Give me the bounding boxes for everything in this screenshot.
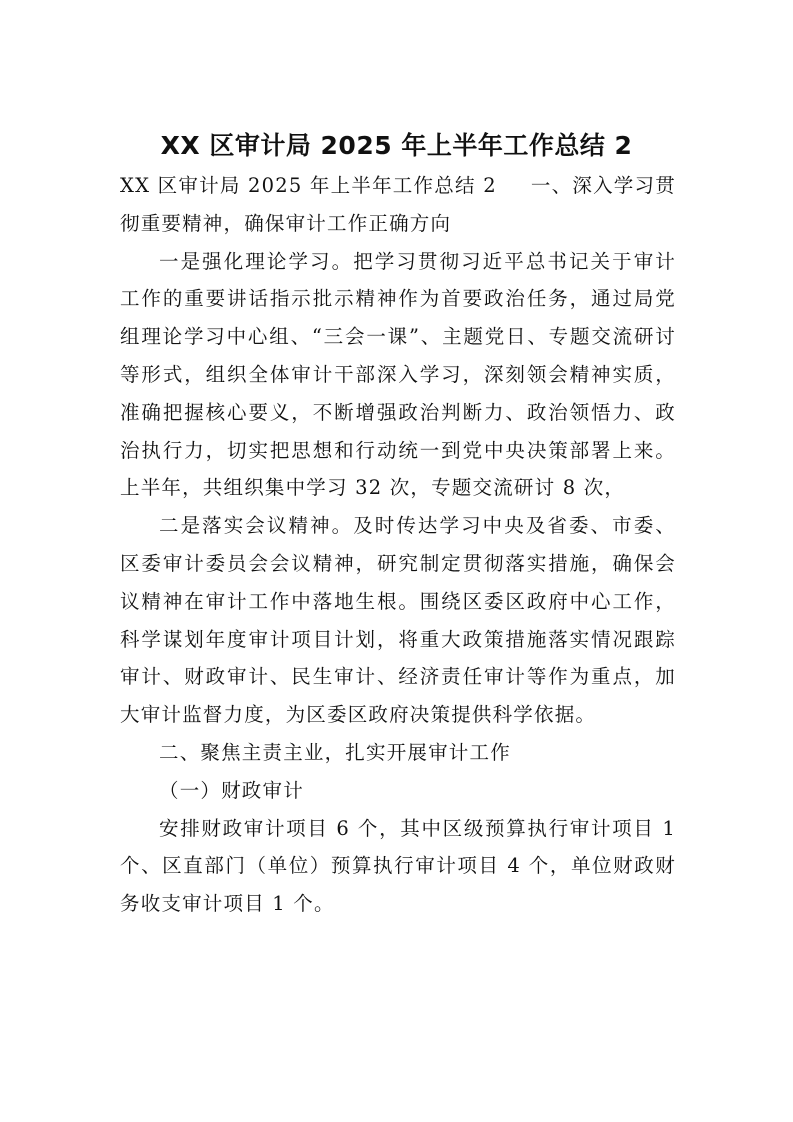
intro-title-text: XX 区审计局 2025 年上半年工作总结 2: [120, 174, 497, 197]
document-body: [120, 167, 676, 923]
paragraph-theory-study: 一是强化理论学习。把学习贯彻习近平总书记关于审计工作的重要讲话指示批示精神作为首要政治任务，通过局党组理论学习中心组、“三会一课”、主题党日、专题交流研讨等形式，组织全体审计干部深入学习，深刻领会精神实质，准确把握核心要义，不断增强政治判断力、政治领悟力、政治执行力，切实把思想和行动统一到党中央决策部署上来。上半年，共组织集中学习 32 次，专题交流研讨 8 次，: [120, 249, 676, 500]
paragraph-finance-audit: 安排财政审计项目 6 个，其中区级预算执行审计项目 1 个、区直部门（单位）预算执行审计项目 4 个，单位财政财务收支审计项目 1 个。: [120, 816, 676, 916]
intro-paragraph: [120, 167, 676, 243]
paragraph-meeting-spirit: 二是落实会议精神。及时传达学习中央及省委、市委、区委审计委员会会议精神，研究制定贯彻落实措施，确保会议精神在审计工作中落地生根。围绕区委区政府中心工作，科学谋划年度审计项目计划，将重大政策措施落实情况跟踪审计、财政审计、民生审计、经济责任审计等作为重点，加大审计监督力度，为区委区政府决策提供科学依据。: [120, 514, 676, 727]
document-title: XX 区审计局 2025 年上半年工作总结 2: [160, 131, 633, 160]
section-two-heading: 二、聚焦主责主业，扎实开展审计工作: [159, 740, 511, 764]
subsection-finance-audit-heading: （一）财政审计: [159, 778, 304, 802]
section-one-heading: 一、深入学习贯彻重要精神，确保审计工作正确方向: [120, 174, 676, 235]
